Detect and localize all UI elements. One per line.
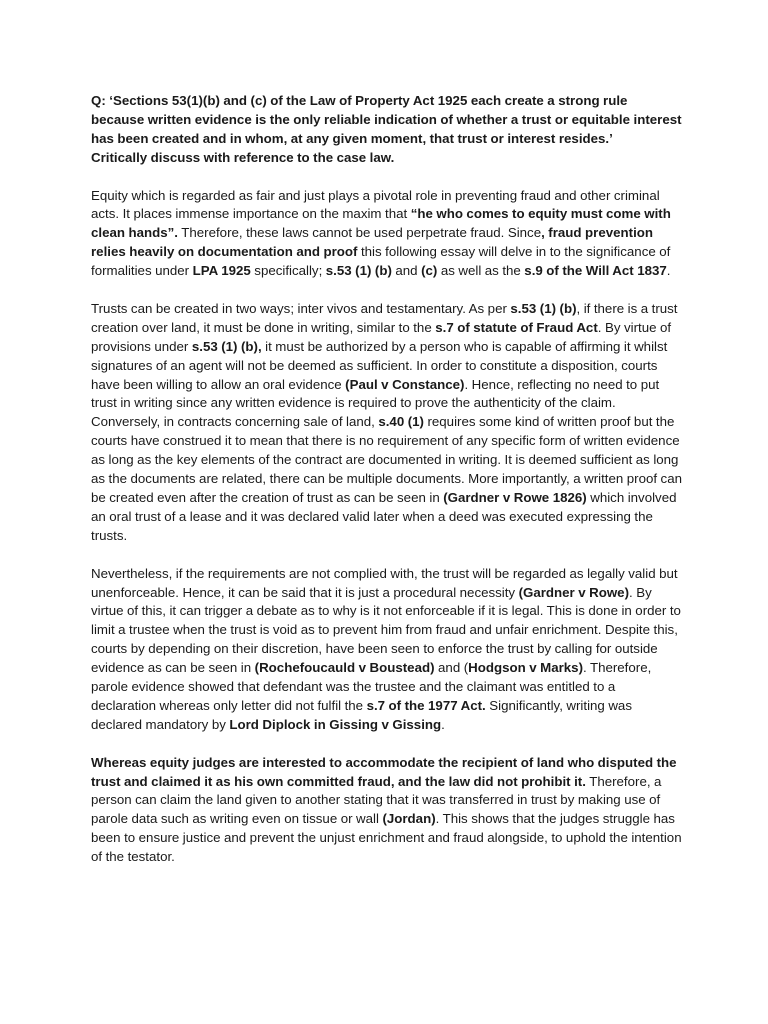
bold-text-run: , fraud prevention relies heavily on documentation and proof bbox=[91, 225, 654, 260]
text-run: Significantly, writing was declared mandatory by bbox=[91, 697, 632, 732]
bold-text-run: Hodgson v Marks) bbox=[468, 660, 583, 676]
bold-text-run: Lord Diplock in Gissing v Gissing bbox=[229, 716, 442, 732]
text-run: . This shows that the judges struggle has been to ensure justice and prevent the unjust enrichment and fraud alongside, to uphold the intention of the testator. bbox=[91, 811, 682, 865]
bold-text-run: LPA 1925 bbox=[192, 263, 251, 279]
text-run: Trusts can be created in two ways; inter vivos and testamentary. As per bbox=[91, 300, 511, 316]
text-run: . By virtue of provisions under bbox=[91, 319, 672, 354]
text-run: as well as the bbox=[437, 263, 525, 279]
text-run: . Therefore, parole evidence showed that defendant was the trustee and the claimant was entitled to a declaration whereas only letter did not fulfil the bbox=[91, 660, 652, 713]
text-run: Therefore, a person can claim the land given to another stating that it was transferred in trust by making use of parole data such as writing even on tissue or wall bbox=[91, 773, 662, 827]
bold-text-run: s.9 of the Will Act 1837 bbox=[524, 263, 667, 279]
bold-text-run: “he who comes to equity must come with clean hands”. bbox=[91, 206, 671, 241]
text-run: and bbox=[391, 263, 422, 279]
text-run: and ( bbox=[434, 660, 469, 676]
text-run: requires some kind of written proof but the courts have construed it to mean that there is no requirement of any specific form of written evidence as long as the key elements of the contract are documented in writing. It is deemed sufficient as long as the documents are related, there can be multiple documents. More importantly, a written proof can be created even after the creation of trust as can be seen in bbox=[91, 414, 682, 505]
bold-text-run: (Rochefoucauld v Boustead) bbox=[254, 660, 435, 676]
question-statement: Q: ‘Sections 53(1)(b) and (c) of the Law of Property Act 1925 each create a strong rule because written evidence is the only reliable indication of whether a trust or equitable interest has been created and in whom, at any given moment, that trust or interest resides.’ bbox=[91, 93, 682, 146]
text-run: . bbox=[666, 263, 671, 279]
text-run: which involved an oral trust of a lease and it was declared valid later when a deed was executed expressing the trusts. bbox=[91, 490, 677, 543]
bold-text-run: Whereas equity judges are interested to accommodate the recipient of land who disputed the trust and claimed it as his own committed fraud, and the law did not prohibit it. bbox=[91, 754, 677, 789]
text-run: , if there is a trust creation over land, it must be done in writing, similar to the bbox=[91, 300, 678, 335]
bold-text-run: s.53 (1) (b) bbox=[325, 263, 392, 279]
text-run: . By virtue of this, it can trigger a debate as to why is it not enforceable if it is legal. This is done in order to limit a trustee when the trust is void as to prevent him from fraud and unfair enrichment. Despite this, courts by depending on their discretion, have been seen to enforce the trust by calling for outside evidence as can be seen in bbox=[91, 584, 681, 676]
bold-text-run: s.53 (1) (b) bbox=[510, 300, 577, 316]
bold-text-run: s.53 (1) (b), bbox=[191, 338, 262, 354]
bold-text-run: (Gardner v Rowe 1826) bbox=[443, 490, 587, 505]
document-page bbox=[91, 92, 683, 886]
bold-text-run: (Jordan) bbox=[382, 811, 436, 827]
text-run: Equity which is regarded as fair and just plays a pivotal role in preventing fraud and other criminal acts. It places immense importance on the maxim that bbox=[91, 187, 660, 222]
bold-text-run: (Paul v Constance) bbox=[345, 376, 465, 392]
text-run: specifically; bbox=[250, 263, 326, 279]
paragraph-equity-judges bbox=[91, 754, 683, 867]
text-run: it must be authorized by a person who is capable of affirming it whilst signatures of an agent will not be deemed as sufficient. In order to constitute a disposition, courts have been willing to allow an oral evidence bbox=[91, 338, 668, 392]
paragraph-creation-of-trusts bbox=[91, 300, 683, 546]
question-instruction: Critically discuss with reference to the case law. bbox=[91, 149, 395, 165]
text-run: this following essay will delve in to the significance of formalities under bbox=[91, 244, 671, 279]
text-run: . Hence, reflecting no need to put trust in writing since any written evidence is required to prove the authenticity of the claim. Conversely, in contracts concerning sale of land, bbox=[91, 376, 660, 430]
bold-text-run: (Gardner v Rowe) bbox=[518, 584, 630, 600]
essay-question bbox=[91, 92, 683, 168]
bold-text-run: s.40 (1) bbox=[378, 414, 424, 430]
bold-text-run: s.7 of the 1977 Act. bbox=[366, 697, 486, 713]
bold-text-run: s.7 of statute of Fraud Act bbox=[435, 319, 598, 335]
paragraph-introduction bbox=[91, 187, 683, 282]
bold-text-run: (c) bbox=[421, 263, 438, 279]
text-run: Nevertheless, if the requirements are not complied with, the trust will be regarded as legally valid but unenforceable. Hence, it can be said that it is just a procedural necessity bbox=[91, 565, 678, 600]
paragraph-unenforceable-trusts bbox=[91, 565, 683, 735]
text-run: Therefore, these laws cannot be used perpetrate fraud. Since bbox=[178, 225, 542, 241]
text-run: . bbox=[441, 716, 445, 732]
